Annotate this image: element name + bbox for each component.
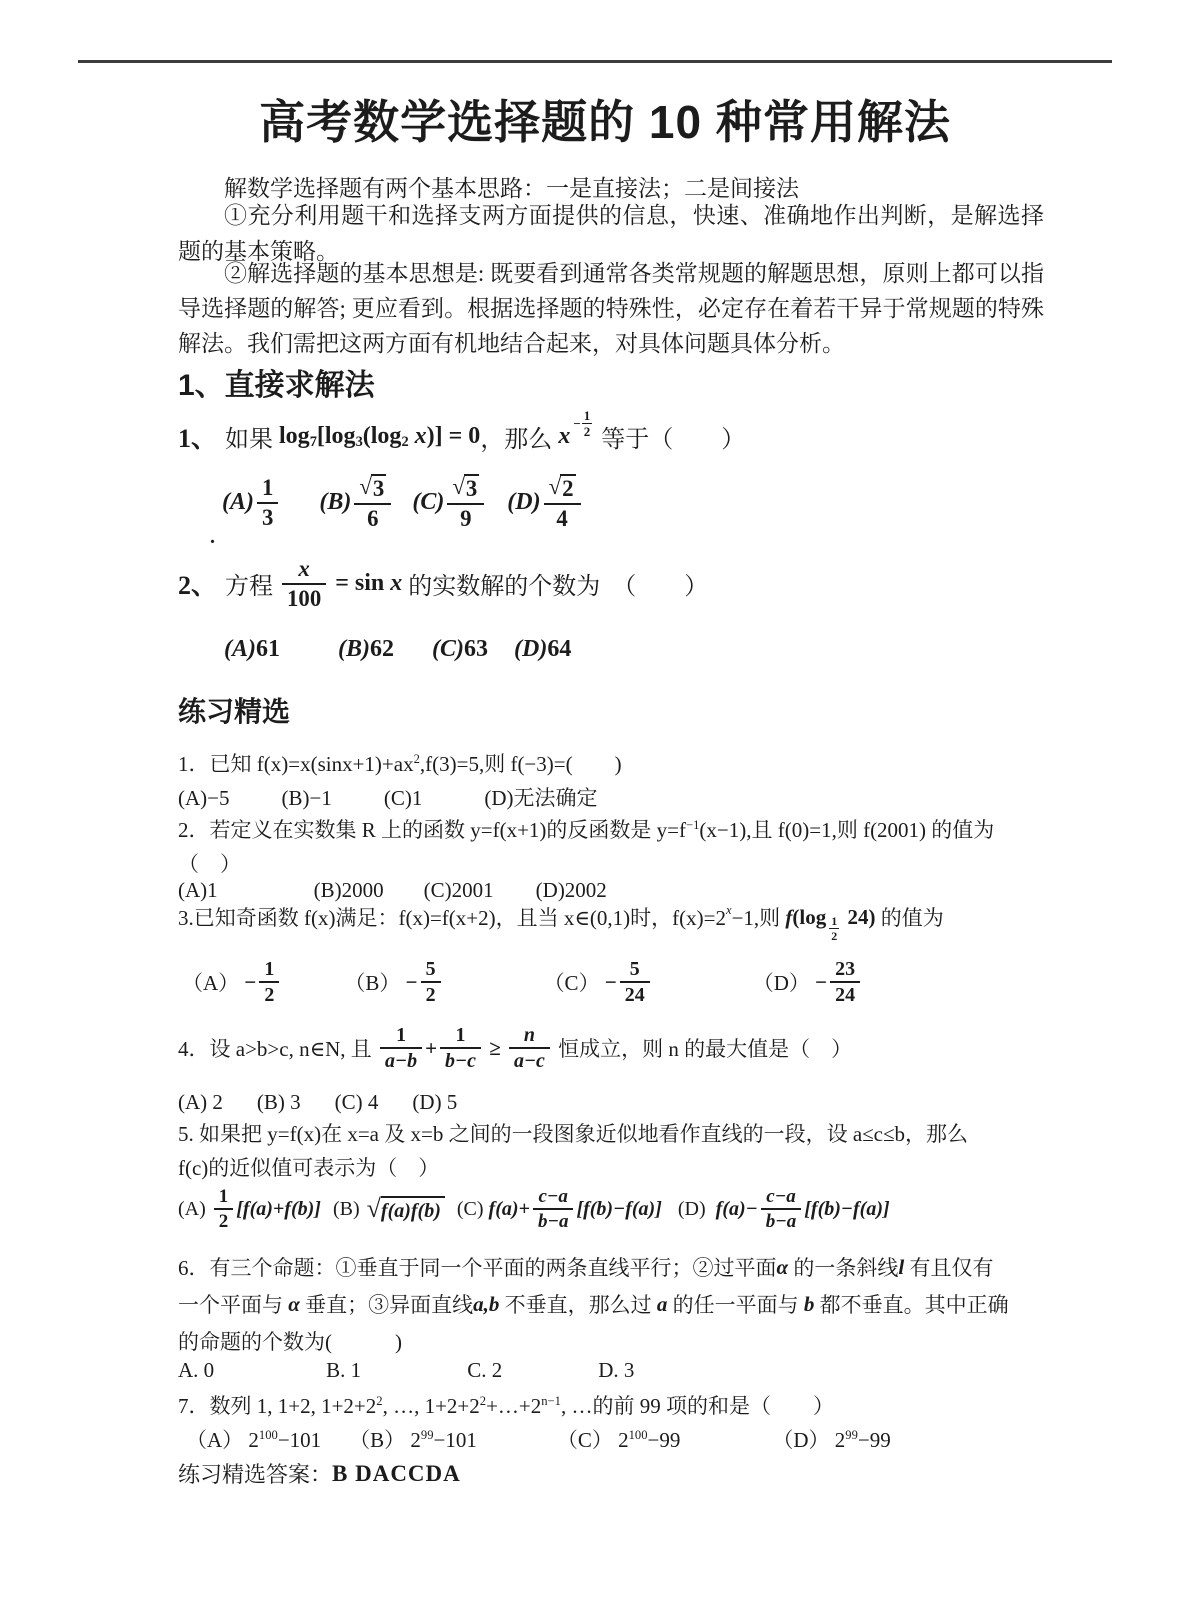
- math-var: f: [785, 904, 793, 929]
- math-frac: $\frac{x}{100}$: [282, 556, 326, 611]
- question-1-options: [222, 474, 584, 531]
- practice-2-options: [178, 878, 607, 903]
- math-var: (D): [514, 636, 548, 662]
- intro-line-1: 解数学选择题有两个基本思路：一是直接法；二是间接法: [224, 176, 799, 201]
- math-txt: )] = 0: [426, 423, 481, 449]
- math-txt: 63: [464, 636, 488, 662]
- math-sup: 2: [479, 1394, 487, 1408]
- math-txt: (: [362, 423, 371, 449]
- math-sub: 2: [401, 434, 409, 451]
- math-txt: 练习精选答案：: [178, 1462, 333, 1487]
- practice-answers: [178, 1458, 461, 1489]
- math-txt: (C)1: [383, 786, 423, 810]
- math-supfrac: − $\frac{1}{2}$: [573, 408, 591, 439]
- practice-5-options: [178, 1186, 890, 1233]
- practice-4-stem: [178, 1024, 852, 1073]
- math-txt: f(c)的近似值可表示为（ ）: [178, 1156, 440, 1180]
- math-txt: 2．若定义在实数集 R 上的函数 y=f(x+1)的反函数是 y=f: [178, 818, 687, 842]
- math-txt: 的任一平面与: [667, 1293, 804, 1317]
- math-var: x: [558, 423, 571, 449]
- math-txt: B DACCDA: [332, 1460, 461, 1486]
- math-txt: −99: [857, 1428, 891, 1452]
- math-txt: 的一条斜线: [788, 1256, 899, 1280]
- practice-3-options: [182, 958, 863, 1007]
- math-txt: 的实数解的个数为 （ ）: [402, 574, 709, 601]
- math-txt: 都不垂直。其中正确: [814, 1293, 1009, 1317]
- math-txt: (A): [178, 1197, 211, 1220]
- math-txt: （A） 2: [186, 1428, 259, 1452]
- math-frac: $\frac{1}{3}$: [257, 475, 278, 530]
- math-txt: log: [324, 423, 356, 449]
- math-txt: (B)−1: [281, 786, 332, 810]
- practice-5-stem-continued: [178, 1152, 439, 1182]
- math-frac: $\frac{1}{2}$: [259, 958, 279, 1007]
- page-title: 高考数学选择题的 10 种常用解法: [259, 96, 951, 148]
- math-frac: $\frac{1}{a-b}$: [380, 1024, 422, 1073]
- math-sup: 100: [258, 1428, 278, 1442]
- math-frac: √ 3 9: [447, 474, 484, 531]
- math-sup: x: [725, 902, 732, 917]
- intro-paragraph-2: ①充分利用题干和选择支两方面提供的信息，快速、准确地作出判断，是解选择题的基本策略。: [178, 203, 1044, 264]
- math-txt: (C) 4: [334, 1090, 379, 1114]
- math-var: f(a)−: [715, 1197, 758, 1220]
- practice-6-options: [178, 1358, 634, 1383]
- math-var: x: [408, 423, 427, 449]
- math-txt: 64: [547, 636, 572, 662]
- math-var: b: [803, 1291, 815, 1316]
- math-txt: (D): [677, 1197, 716, 1220]
- practice-6-stem-line-3: [178, 1326, 402, 1356]
- math-txt: (log: [792, 904, 827, 929]
- math-txt: 1．已知 f(x)=x(sinx+1)+ax: [178, 752, 414, 776]
- math-txt: +…+2: [486, 1394, 542, 1418]
- math-txt: 如果: [225, 427, 280, 453]
- math-txt: −99: [647, 1428, 681, 1452]
- math-sup: 100: [628, 1428, 648, 1442]
- math-txt: +: [425, 1035, 438, 1060]
- math-txt: 不垂直，那么过: [499, 1293, 657, 1317]
- math-sub: 7: [309, 434, 317, 451]
- math-txt: A. 0: [178, 1358, 215, 1382]
- math-txt: (A) 2: [178, 1090, 223, 1114]
- math-frac: $\frac{5}{2}$: [421, 958, 441, 1007]
- math-txt: (B) 3: [256, 1090, 301, 1114]
- practice-4-options: [178, 1090, 457, 1115]
- math-frac: $\frac{c-a}{b-a}$: [533, 1186, 574, 1233]
- math-sup: 2: [413, 752, 420, 766]
- math-txt: 2、: [178, 571, 218, 601]
- math-txt: （C） 2: [556, 1428, 629, 1452]
- math-txt: −: [405, 969, 418, 994]
- math-subfrac: 1 2: [831, 913, 838, 943]
- math-txt: 方程: [225, 574, 280, 601]
- math-var: (B): [338, 636, 370, 662]
- math-frac: $\frac{c-a}{b-a}$: [761, 1186, 802, 1233]
- math-txt: −101: [433, 1428, 477, 1452]
- math-var: [f(a)+f(b)]: [236, 1197, 321, 1220]
- practice-6-stem-line-1: [178, 1252, 993, 1282]
- math-txt: (D)无法确定: [484, 786, 598, 810]
- practice-2-stem: [178, 814, 994, 844]
- math-txt: （D）: [752, 971, 816, 996]
- math-var: a,b: [473, 1291, 500, 1316]
- top-rule: [78, 60, 1112, 63]
- math-sup: −1: [686, 818, 700, 832]
- math-var: f(a)+: [488, 1197, 530, 1220]
- math-txt: D. 3: [598, 1358, 635, 1382]
- math-txt: 等于（ ）: [595, 427, 746, 453]
- practice-1-options: [178, 782, 598, 812]
- section-heading-direct-method: 1、直接求解法: [178, 369, 375, 402]
- math-txt: （A）: [182, 971, 245, 996]
- math-sqrt: √ f(a)f(b): [367, 1196, 445, 1223]
- math-txt: (A)1: [178, 878, 218, 902]
- math-txt: (D) 5: [412, 1090, 458, 1114]
- math-txt: 6．有三个命题：①垂直于同一个平面的两条直线平行；②过平面: [178, 1256, 777, 1280]
- math-var: l: [898, 1254, 905, 1279]
- practice-3-stem: [178, 902, 944, 943]
- math-txt: ,f(3)=5,则 f(−3)=( ): [419, 752, 622, 776]
- stray-dot: .: [210, 526, 215, 548]
- math-txt: −: [815, 969, 828, 994]
- math-txt: (x−1),且 f(0)=1,则 f(2001) 的值为: [699, 818, 995, 842]
- math-txt: (D)2002: [535, 878, 607, 902]
- math-sub: 3: [355, 434, 363, 451]
- math-frac: $\frac{23}{24}$: [830, 958, 860, 1007]
- math-var: (B): [319, 489, 352, 516]
- math-txt: = sin: [329, 570, 385, 597]
- math-txt: 垂直；③异面直线: [299, 1293, 474, 1317]
- math-frac: √ 2 4: [544, 474, 581, 531]
- math-txt: 1、: [178, 424, 218, 453]
- math-txt: 61: [256, 636, 280, 662]
- math-frac: $\frac{1}{b-c}$: [440, 1024, 481, 1073]
- math-txt: log: [370, 423, 402, 449]
- math-txt: , …, 1+2+2: [382, 1394, 480, 1418]
- math-txt: 有且仅有: [904, 1256, 994, 1280]
- math-txt: 的值为: [875, 906, 944, 930]
- math-txt: （C）: [543, 971, 605, 996]
- math-var: (C): [432, 636, 464, 662]
- math-txt: 24): [842, 904, 876, 929]
- math-frac: $\frac{n}{a-c}$: [509, 1024, 550, 1073]
- math-frac: $\frac{1}{2}$: [214, 1186, 234, 1233]
- math-var: x: [384, 570, 403, 597]
- math-var: (D): [507, 489, 541, 516]
- practice-6-stem-line-2: [178, 1289, 1009, 1319]
- math-txt: (B)2000: [313, 878, 384, 902]
- math-var: (C): [412, 489, 445, 516]
- math-txt: (A)−5: [178, 786, 230, 810]
- math-txt: ≥: [483, 1035, 506, 1060]
- practice-2-stem-continued: [178, 848, 241, 878]
- math-txt: 7．数列 1, 1+2, 1+2+2: [178, 1394, 377, 1418]
- math-txt: (C)2001: [423, 878, 494, 902]
- math-txt: （D） 2: [772, 1428, 846, 1452]
- practice-1-stem: [178, 748, 622, 778]
- math-txt: ，那么: [480, 427, 559, 453]
- math-frac: √ 3 6: [354, 474, 391, 531]
- math-txt: −1,则: [731, 906, 786, 930]
- math-sup: 2: [376, 1394, 383, 1408]
- math-txt: 62: [370, 636, 394, 662]
- section-heading-practice: 练习精选: [178, 696, 291, 727]
- math-txt: −101: [277, 1428, 322, 1452]
- math-txt: (B): [332, 1197, 365, 1220]
- math-txt: 一个平面与: [178, 1293, 289, 1317]
- math-sup: 99: [420, 1428, 434, 1442]
- math-var: [f(b)−f(a)]: [576, 1197, 662, 1220]
- math-txt: −: [604, 969, 617, 994]
- math-txt: 的命题的个数为( ): [178, 1330, 402, 1354]
- math-txt: C. 2: [467, 1358, 503, 1382]
- math-txt: 4．设 a>b>c, n∈N, 且: [178, 1037, 378, 1062]
- math-txt: 恒成立，则 n 的最大值是（ ）: [552, 1037, 853, 1062]
- math-var: (A): [222, 489, 254, 516]
- math-frac: $\frac{5}{24}$: [620, 958, 650, 1007]
- math-txt: B. 1: [326, 1358, 362, 1382]
- question-2-options: [224, 636, 571, 663]
- math-txt: [: [316, 423, 325, 449]
- math-var: α: [776, 1254, 789, 1279]
- practice-7-options: [186, 1424, 891, 1454]
- question-1-stem: [178, 408, 746, 455]
- intro-paragraph-3: ②解选择题的基本思想是: 既要看到通常各类常规题的解题思想，原则上都可以指导选择题的解答; 更应看到。根据选择题的特殊性，必定存在着若干异于常规题的特殊解法。我们需把这两方面有机地结合起来，对具体问题具体分析。: [178, 261, 1044, 356]
- math-txt: （B）: [344, 971, 406, 996]
- math-txt: 3.已知奇函数 f(x)满足：f(x)=f(x+2)，且当 x∈(0,1)时，f(x)=2: [178, 906, 726, 930]
- math-txt: （B） 2: [349, 1428, 421, 1452]
- math-txt: (C): [456, 1197, 489, 1220]
- practice-7-stem: [178, 1390, 834, 1420]
- math-var: [f(b)−f(a)]: [804, 1197, 890, 1220]
- practice-5-stem: [178, 1118, 968, 1148]
- math-txt: log: [279, 423, 310, 449]
- math-txt: 5. 如果把 y=f(x)在 x=a 及 x=b 之间的一段图象近似地看作直线的一段，设 a≤c≤b，那么: [178, 1122, 969, 1146]
- question-2-stem: [178, 556, 708, 611]
- math-txt: , …的前 99 项的和是（ ）: [560, 1394, 834, 1418]
- math-var: α: [288, 1291, 300, 1316]
- math-txt: （ ）: [178, 852, 241, 876]
- math-var: (A): [224, 636, 256, 662]
- math-sup: n−1: [541, 1394, 561, 1408]
- math-sup: 99: [845, 1428, 858, 1442]
- math-var: a: [656, 1291, 668, 1316]
- math-txt: −: [244, 969, 257, 994]
